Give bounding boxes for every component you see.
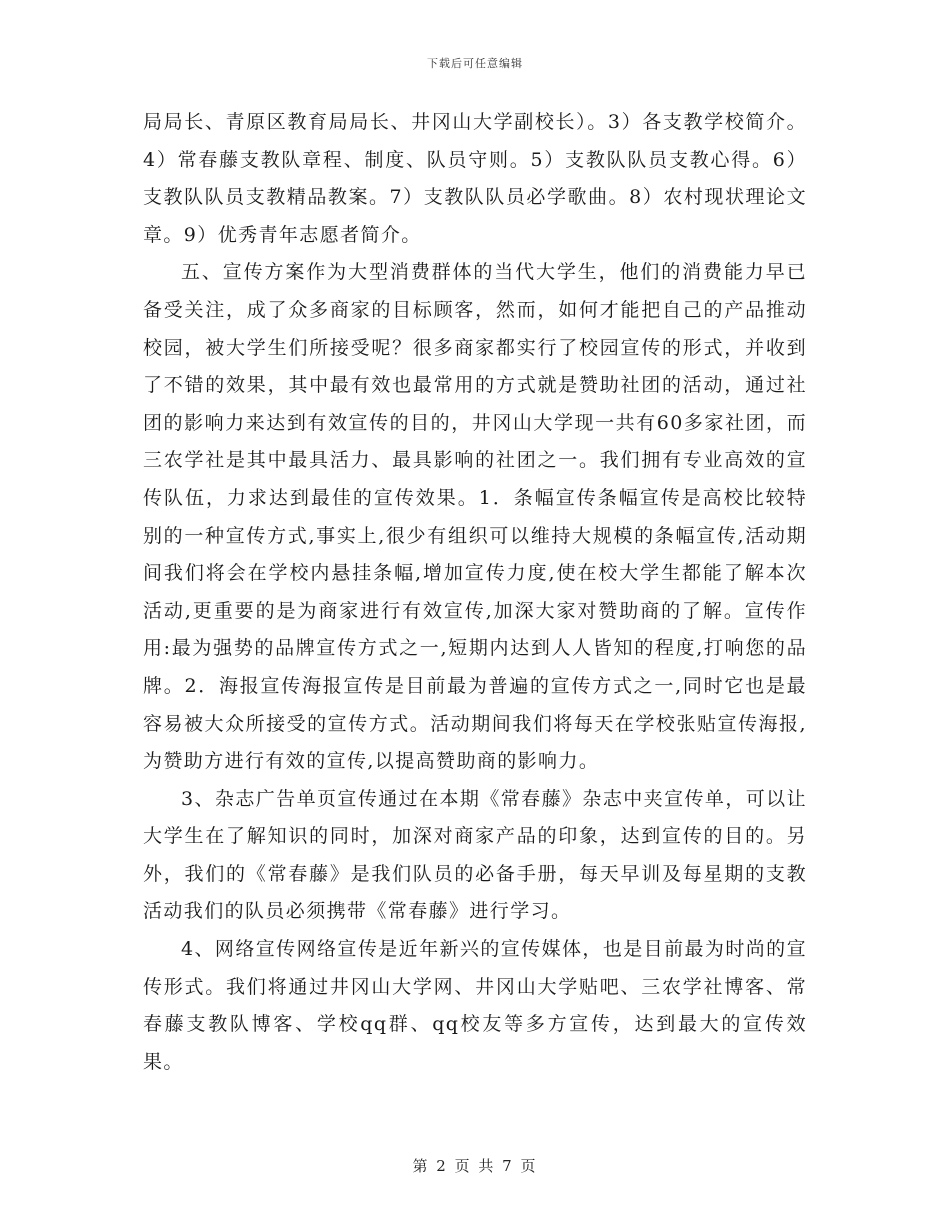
page-header: 下载后可任意编辑: [427, 57, 523, 70]
document-body: [143, 104, 807, 1081]
page-number-footer: 第 2 页 共 7 页: [412, 1157, 538, 1175]
paragraph-online-publicity: 4、网络宣传网络宣传是近年新兴的宣传媒体，也是目前最为时尚的宣传形式。我们将通过井冈山大学网、井冈山大学贴吧、三农学社博客、常春藤支教队博客、学校qq群、qq校友等多方宣传，达到最大的宣传效果。: [143, 938, 807, 1073]
paragraph-intro-list: 局局长、青原区教育局局长、井冈山大学副校长）。3）各支教学校简介。4）常春藤支教队章程、制度、队员守则。5）支教队队员支教心得。6）支教队队员支教精品教案。7）支教队队员必学歌曲。8）农村现状理论文章。9）优秀青年志愿者简介。: [143, 111, 807, 246]
paragraph-publicity-plan: 五、宣传方案作为大型消费群体的当代大学生，他们的消费能力早已备受关注，成了众多商家的目标顾客，然而，如何才能把自己的产品推动校园，被大学生们所接受呢？很多商家都实行了校园宣传的形式，并收到了不错的效果，其中最有效也最常用的方式就是赞助社团的活动，通过社团的影响力来达到有效宣传的目的，井冈山大学现一共有60多家社团，而三农学社是其中最具活力、最具影响的社团之一。我们拥有专业高效的宣传队伍，力求达到最佳的宣传效果。1．条幅宣传条幅宣传是高校比较特别的一种宣传方式,事实上,很少有组织可以维持大规模的条幅宣传,活动期间我们将会在学校内悬挂条幅,增加宣传力度,使在校大学生都能了解本次活动,更重要的是为商家进行有效宣传,加深大家对赞助商的了解。宣传作用:最为强势的品牌宣传方式之一,短期内达到人人皆知的程度,打响您的品牌。2．海报宣传海报宣传是目前最为普遍的宣传方式之一,同时它也是最容易被大众所接受的宣传方式。活动期间我们将每天在学校张贴宣传海报,为赞助方进行有效的宣传,以提高赞助商的影响力。: [143, 261, 807, 773]
paragraph-magazine-ad: 3、杂志广告单页宣传通过在本期《常春藤》杂志中夹宣传单，可以让大学生在了解知识的同时，加深对商家产品的印象，达到宣传的目的。另外，我们的《常春藤》是我们队员的必备手册，每天早训及每星期的支教活动我们的队员必须携带《常春藤》进行学习。: [143, 787, 807, 923]
